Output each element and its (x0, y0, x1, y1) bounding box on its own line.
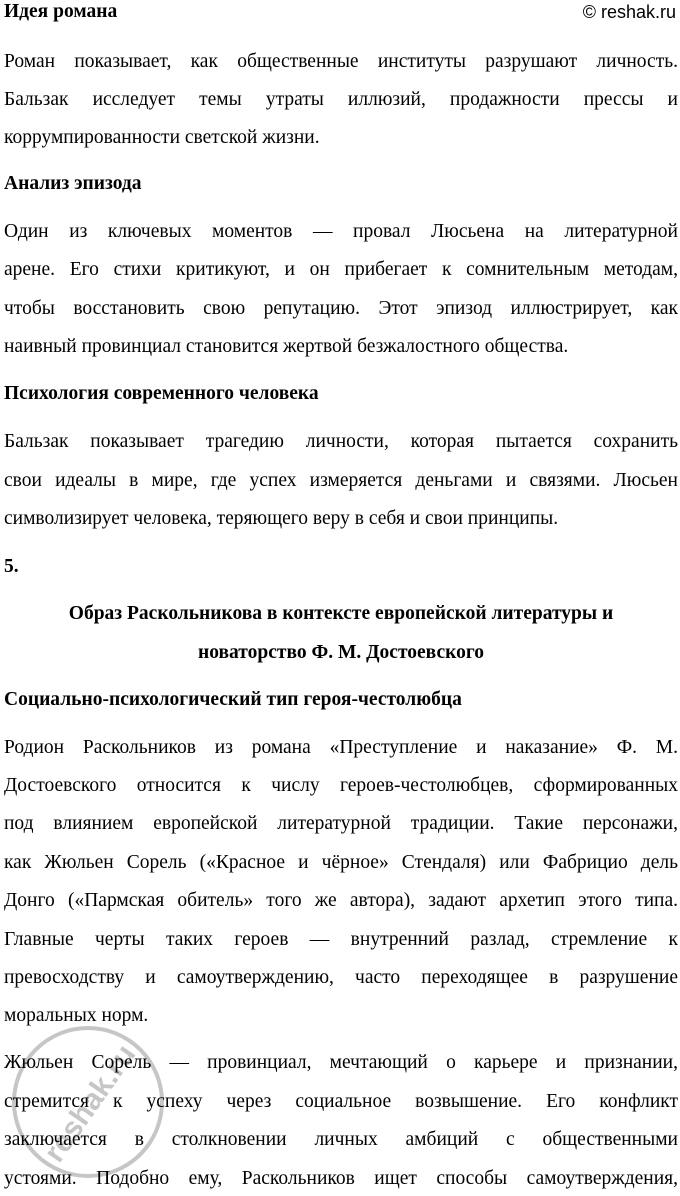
paragraph-line: Бальзак показывает трагедию личности, которая пытается сохранить (4, 431, 678, 452)
paragraph-line: Жюльен Сорель — провинциал, мечтающий о карьере и признании, (4, 1052, 678, 1073)
paragraph-line: Родион Раскольников из романа «Преступление и наказание» Ф. М. (4, 737, 678, 758)
paragraph-line: наивный провинциал становится жертвой безжалостного общества. (4, 336, 569, 357)
paragraph-line: коррумпированности светской жизни. (4, 127, 320, 148)
item-number: 5. (4, 556, 19, 577)
paragraph-line: моральных норм. (4, 1005, 149, 1026)
paragraph-line: превосходству и самоутверждению, часто переходящее в разрушение (4, 967, 678, 988)
paragraph-line: стремится к успеху через социальное возвышение. Его конфликт (4, 1091, 678, 1112)
svg-text:reshak.ru: reshak.ru (37, 1038, 143, 1169)
section-title: новаторство Ф. М. Достоевского (198, 642, 484, 663)
paragraph-line: Бальзак исследует темы утраты иллюзий, продажности прессы и (4, 89, 678, 110)
paragraph-line: арене. Его стихи критикуют, и он прибегает к сомнительным методам, (4, 259, 678, 280)
section-heading-type: Социально-психологический тип героя-честолюбца (4, 689, 462, 710)
paragraph-line: устоями. Подобно ему, Раскольников ищет способы самоутверждения, (4, 1168, 678, 1189)
paragraph-line: Один из ключевых моментов — провал Люсьена на литературной (4, 221, 678, 242)
paragraph-line: Роман показывает, как общественные институты разрушают личность. (4, 51, 678, 72)
section-title: Образ Раскольникова в контексте европейской литературы и (68, 603, 614, 624)
paragraph-line: заключается в столкновении личных амбиций с общественными (4, 1129, 678, 1150)
section-heading-analysis: Анализ эпизода (4, 173, 142, 194)
paragraph-line: Достоевского относится к числу героев-честолюбцев, сформированных (4, 775, 678, 796)
paragraph-line: Донго («Пармская обитель» того же автора), задают архетип этого типа. (4, 890, 678, 911)
paragraph-line: свои идеалы в мире, где успех измеряется деньгами и связями. Люсьен (4, 470, 678, 491)
paragraph-line: как Жюльен Сорель («Красное и чёрное» Стендаля) или Фабрицио дель (4, 852, 678, 873)
paragraph-line: чтобы восстановить свою репутацию. Этот эпизод иллюстрирует, как (4, 298, 678, 319)
paragraph-line: под влиянием европейской литературной традиции. Такие персонажи, (4, 813, 678, 834)
paragraph-line: символизирует человека, теряющего веру в себя и свои принципы. (4, 508, 559, 529)
paragraph-line: Главные черты таких героев — внутренний разлад, стремление к (4, 929, 678, 950)
watermark-reshak: © reshak.ru (582, 2, 676, 22)
section-heading-idea: Идея романа (4, 1, 118, 22)
section-heading-psychology: Психология современного человека (4, 383, 319, 404)
